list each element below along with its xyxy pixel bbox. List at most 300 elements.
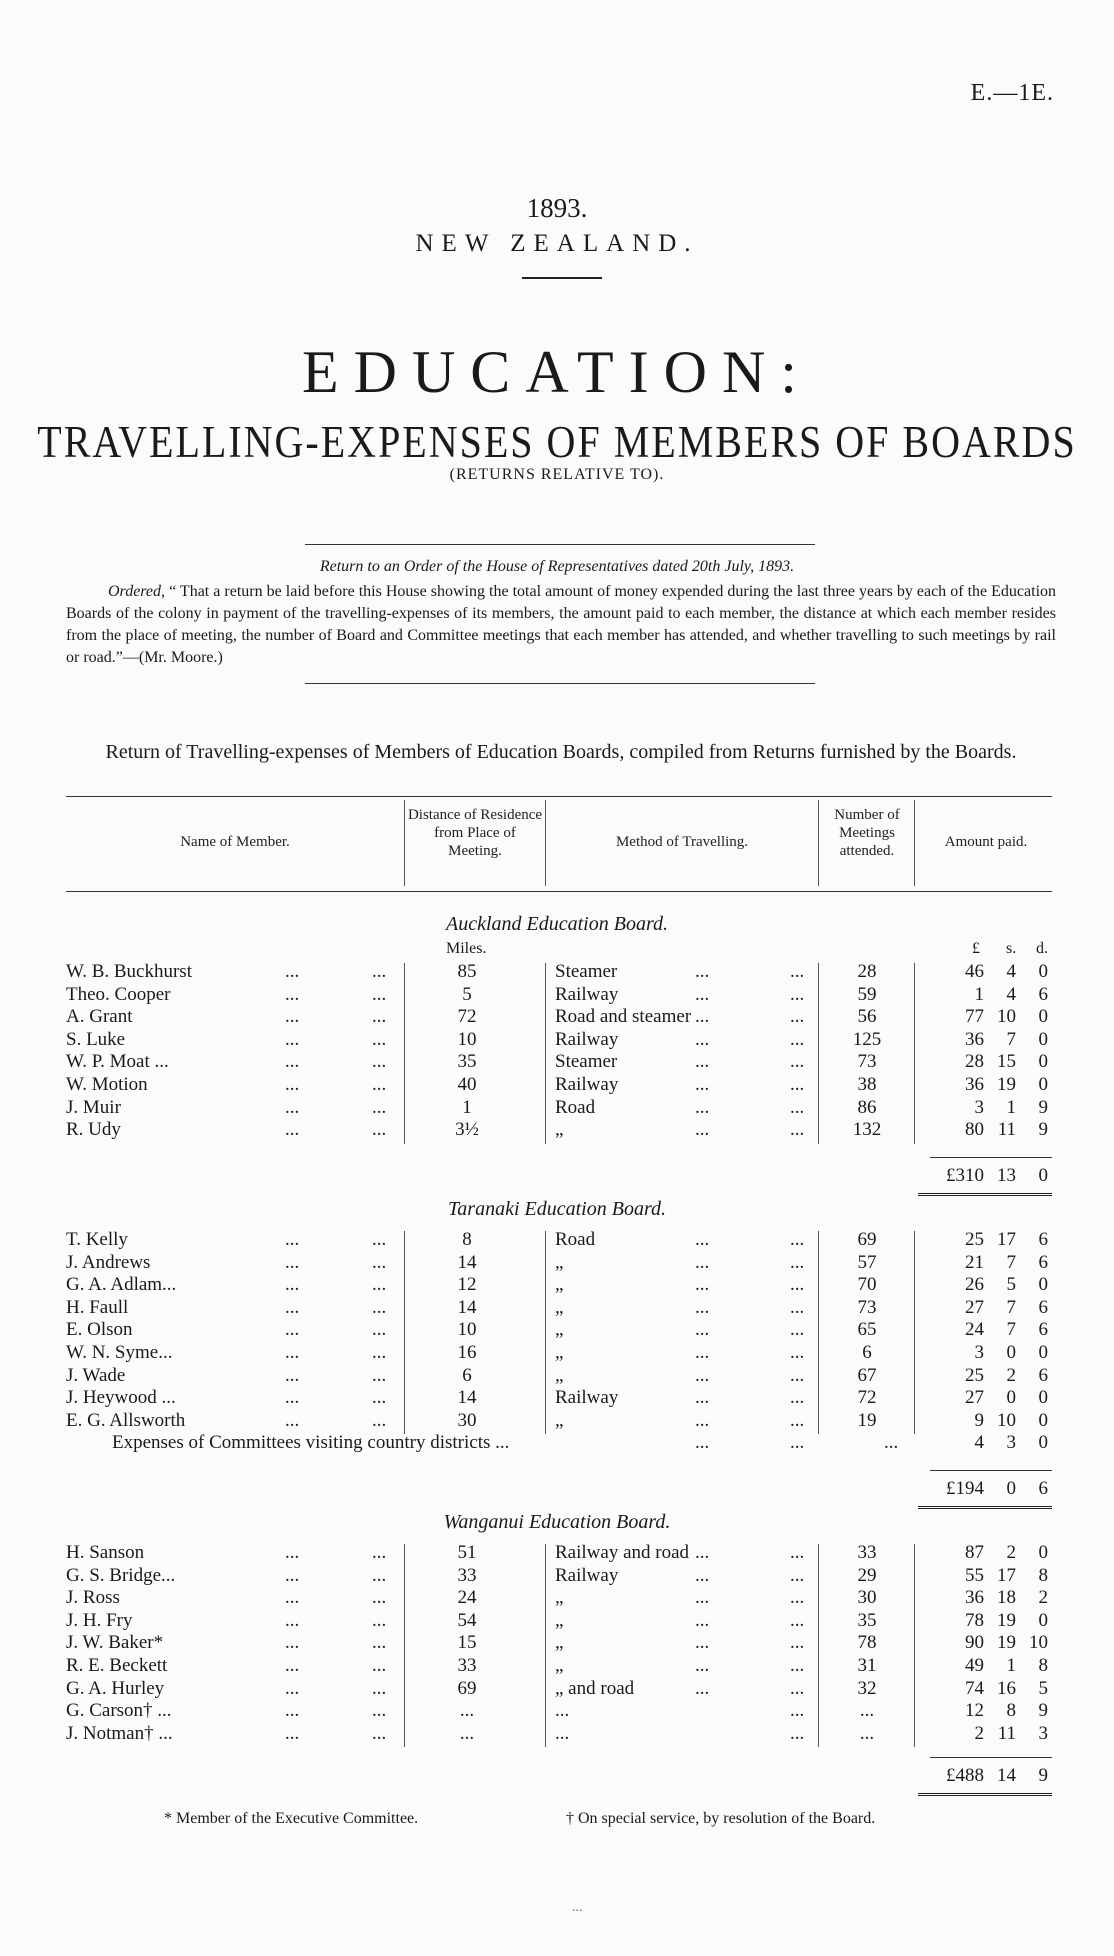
- amount-pence: 5: [1038, 1677, 1048, 1699]
- meetings-cell: 67: [857, 1364, 877, 1386]
- leader-dots: ...: [695, 1564, 710, 1586]
- subtitle-note: (RETURNS RELATIVE TO).: [449, 466, 665, 483]
- amount-shillings: 19: [997, 1632, 1016, 1654]
- method-cell: Road: [555, 1229, 596, 1250]
- member-name: W. N. Syme...: [66, 1342, 173, 1363]
- member-name: H. Sanson: [66, 1542, 145, 1563]
- method-cell: ...: [555, 1722, 570, 1744]
- total-shillings: 0: [1006, 1478, 1016, 1499]
- leader-dots: ...: [285, 1319, 300, 1341]
- method-cell: „: [555, 1655, 564, 1676]
- section-total: [0, 1478, 1114, 1501]
- meetings-cell: 33: [857, 1542, 877, 1563]
- header-amount: Amount paid.: [944, 834, 1028, 850]
- leader-dots: ...: [372, 1609, 387, 1631]
- leader-dots: ...: [790, 1387, 805, 1409]
- leader-dots: ...: [372, 1274, 387, 1296]
- leader-dots: ...: [372, 1342, 387, 1363]
- distance-cell: 14: [457, 1387, 477, 1409]
- method-cell: Road and steamer: [555, 1006, 692, 1028]
- table-row: [0, 1029, 1114, 1052]
- leader-dots: ...: [790, 1096, 805, 1118]
- amount-shillings: 11: [997, 1722, 1016, 1744]
- leader-dots: ...: [695, 1655, 710, 1676]
- amount-pounds: 27: [965, 1387, 984, 1409]
- leader-dots: ...: [285, 1677, 300, 1699]
- amount-shillings: 7: [1006, 1296, 1016, 1318]
- member-name: R. E. Beckett: [66, 1655, 168, 1676]
- amount-pence: 9: [1038, 1096, 1048, 1118]
- amount-pence: 0: [1038, 961, 1048, 982]
- leader-dots: ...: [695, 1319, 710, 1341]
- leader-dots: ...: [790, 1119, 805, 1141]
- member-name: J. W. Baker*: [66, 1632, 164, 1654]
- leader-dots: ...: [285, 983, 300, 1005]
- order-body: “ That a return be laid before this House showing the total amount of money expended during the last three years by each of the Education Boards of the colony in payment of the travelling-expenses of its members, the amount paid to each member, the distance at which each member resides from the place of meeting, the number of Board and Committee meetings that each member has attended, and whether travelling to such meetings by rail or road.”—(Mr. Moore.): [66, 583, 1057, 666]
- member-name: H. Faull: [66, 1296, 129, 1318]
- member-name: W. P. Moat ...: [66, 1051, 169, 1073]
- amount-pounds: 36: [965, 1587, 984, 1609]
- leader-dots: ...: [695, 1587, 710, 1609]
- meetings-cell: ...: [859, 1700, 875, 1722]
- leader-dots: ...: [285, 1387, 300, 1409]
- member-name: J. Notman† ...: [66, 1722, 173, 1744]
- section-total: [0, 1765, 1114, 1788]
- section-title: Wanganui Education Board.: [443, 1511, 671, 1533]
- amount-pounds: 3: [974, 1342, 984, 1363]
- amount-pounds: 55: [965, 1564, 984, 1586]
- amount-pounds: 36: [965, 1028, 984, 1050]
- leader-dots: ...: [372, 1587, 387, 1609]
- amount-pence: 6: [1038, 1229, 1048, 1250]
- leader-dots: ...: [285, 961, 300, 982]
- method-cell: „: [555, 1251, 564, 1273]
- amount-pence: 6: [1038, 1319, 1048, 1341]
- amount-shillings: 7: [1006, 1319, 1016, 1341]
- amount-shillings: 10: [997, 1006, 1016, 1028]
- distance-cell: 14: [457, 1296, 477, 1318]
- leader-dots: ...: [790, 1632, 805, 1654]
- table-row: [0, 1565, 1114, 1588]
- table-row: [0, 1297, 1114, 1320]
- distance-cell: 33: [457, 1655, 477, 1676]
- divider: [305, 683, 815, 684]
- unit-pence: d.: [1036, 940, 1048, 957]
- distance-cell: 10: [457, 1319, 477, 1341]
- amount-pence: 3: [1038, 1722, 1048, 1744]
- leader-dots: ...: [790, 1700, 805, 1722]
- meetings-cell: 38: [857, 1074, 877, 1095]
- method-cell: Steamer: [555, 961, 618, 982]
- amount-pounds: 78: [965, 1609, 984, 1631]
- member-name: Theo. Cooper: [66, 983, 171, 1005]
- total-shillings: 13: [997, 1165, 1016, 1186]
- table-row: [0, 1587, 1114, 1610]
- amount-pence: 6: [1038, 1296, 1048, 1318]
- amount-pounds: 26: [965, 1274, 984, 1296]
- page-dots: ...: [572, 1900, 583, 1915]
- leader-dots: ...: [790, 1028, 805, 1050]
- amount-pence: 0: [1038, 1542, 1048, 1563]
- leader-dots: ...: [372, 1409, 387, 1431]
- method-cell: Railway: [555, 1028, 619, 1050]
- amount-pence: 0: [1038, 1006, 1048, 1028]
- method-cell: Railway: [555, 983, 619, 1005]
- amount-shillings: 10: [997, 1409, 1016, 1431]
- amount-pence: 8: [1038, 1564, 1048, 1586]
- header-meetings: Number of Meetings attended.: [834, 807, 900, 859]
- member-name: G. A. Hurley: [66, 1677, 165, 1699]
- meetings-cell: 59: [857, 983, 877, 1005]
- amount-shillings: 5: [1006, 1274, 1016, 1296]
- member-name: J. H. Fry: [66, 1609, 133, 1631]
- method-cell: „: [555, 1587, 564, 1609]
- leader-dots: ...: [372, 1251, 387, 1273]
- meetings-cell: 57: [857, 1251, 877, 1273]
- leader-dots: ...: [790, 1296, 805, 1318]
- amount-shillings: 17: [997, 1564, 1016, 1586]
- leader-dots: ...: [790, 1319, 805, 1341]
- leader-dots: ...: [372, 1677, 387, 1699]
- meetings-cell: 6: [862, 1342, 872, 1363]
- ordered-label: Ordered,: [108, 583, 166, 600]
- member-name: E. G. Allsworth: [66, 1409, 186, 1431]
- leader-dots: ...: [695, 983, 710, 1005]
- return-heading: Return of Travelling-expenses of Members of Education Boards, compiled from Returns furnished by the Boards.: [105, 741, 1017, 763]
- leader-dots: ...: [790, 1587, 805, 1609]
- order-text: [66, 581, 1056, 669]
- amount-shillings: 0: [1006, 1342, 1016, 1363]
- leader-dots: ...: [285, 1251, 300, 1273]
- meetings-cell: 78: [857, 1632, 877, 1654]
- meetings-cell: 132: [852, 1119, 882, 1141]
- leader-dots: ...: [285, 1051, 300, 1073]
- table-row: [0, 961, 1114, 984]
- table-row: [0, 1229, 1114, 1252]
- leader-dots: ...: [372, 1096, 387, 1118]
- column-divider: [545, 800, 546, 886]
- distance-cell: 51: [457, 1542, 477, 1563]
- section-total: [0, 1165, 1114, 1188]
- document-year: 1893.: [526, 193, 588, 223]
- table-row: [0, 1610, 1114, 1633]
- leader-dots: ...: [285, 1074, 300, 1095]
- leader-dots: ...: [790, 1409, 805, 1431]
- member-name: W. B. Buckhurst: [66, 961, 192, 982]
- amount-shillings: 0: [1006, 1387, 1016, 1409]
- leader-dots: ...: [695, 1432, 710, 1454]
- leader-dots: ...: [695, 1409, 710, 1431]
- amount-pounds: 90: [965, 1632, 984, 1654]
- country-heading: NEW ZEALAND.: [415, 230, 699, 257]
- distance-cell: 12: [457, 1274, 477, 1296]
- total-pounds: £488: [946, 1765, 984, 1786]
- leader-dots: ...: [790, 1564, 805, 1586]
- amount-shillings: 8: [1006, 1700, 1016, 1722]
- meetings-cell: 70: [857, 1274, 877, 1296]
- amount-shillings: 4: [1006, 961, 1016, 982]
- total-pounds: £310: [946, 1165, 984, 1186]
- meetings-cell: 35: [857, 1609, 877, 1631]
- amount-pounds: 87: [965, 1542, 984, 1563]
- subtotal-rule: [930, 1157, 1052, 1158]
- meetings-cell: 30: [857, 1587, 877, 1609]
- amount-pounds: 4: [974, 1432, 984, 1454]
- leader-dots: ...: [695, 1609, 710, 1631]
- distance-cell: 8: [462, 1229, 472, 1250]
- leader-dots: ...: [285, 1274, 300, 1296]
- leader-dots: ...: [695, 1006, 710, 1028]
- amount-shillings: 15: [997, 1051, 1016, 1073]
- method-cell: „ and road: [555, 1677, 635, 1699]
- meetings-cell: 73: [857, 1296, 877, 1318]
- leader-dots: ...: [372, 1074, 387, 1095]
- method-cell: Railway and road: [555, 1542, 690, 1563]
- leader-dots: ...: [695, 1274, 710, 1296]
- column-divider: [404, 800, 405, 886]
- leader-dots: ...: [790, 1677, 805, 1699]
- table-row: [0, 1410, 1114, 1433]
- distance-cell: 1: [462, 1096, 472, 1118]
- leader-dots: ...: [285, 1722, 300, 1744]
- method-cell: „: [555, 1319, 564, 1341]
- leader-dots: ...: [790, 1342, 805, 1363]
- leader-dots: ...: [285, 1655, 300, 1676]
- method-cell: „: [555, 1274, 564, 1296]
- leader-dots: ...: [372, 1296, 387, 1318]
- method-cell: „: [555, 1632, 564, 1654]
- distance-cell: 6: [462, 1364, 472, 1386]
- member-name: J. Andrews: [66, 1251, 151, 1273]
- distance-cell: ...: [459, 1722, 475, 1744]
- table-row: [0, 1097, 1114, 1120]
- distance-cell: 16: [457, 1342, 477, 1363]
- divider: [522, 277, 602, 279]
- amount-pounds: 77: [965, 1006, 984, 1028]
- amount-shillings: 1: [1006, 1655, 1016, 1676]
- member-name: J. Ross: [66, 1587, 120, 1609]
- meetings-cell: 69: [857, 1229, 877, 1250]
- method-cell: „: [555, 1296, 564, 1318]
- divider: [305, 544, 815, 545]
- table-row: [0, 1723, 1114, 1746]
- distance-cell: 40: [457, 1074, 477, 1095]
- leader-dots: ...: [372, 1564, 387, 1586]
- amount-pounds: 9: [974, 1409, 984, 1431]
- member-name: G. S. Bridge...: [66, 1564, 176, 1586]
- amount-pence: 9: [1038, 1119, 1048, 1141]
- leader-dots: ...: [790, 1432, 805, 1454]
- meetings-cell: 125: [852, 1028, 882, 1050]
- member-name: J. Heywood ...: [66, 1387, 176, 1409]
- member-name: J. Wade: [66, 1364, 126, 1386]
- leader-dots: ...: [695, 1096, 710, 1118]
- distance-cell: 33: [457, 1564, 477, 1586]
- amount-pence: 0: [1038, 1051, 1048, 1073]
- leader-dots: ...: [790, 1006, 805, 1028]
- amount-pounds: 28: [965, 1051, 984, 1073]
- leader-dots: ...: [695, 1229, 710, 1250]
- meetings-cell: 28: [857, 961, 877, 982]
- table-row: [0, 1274, 1114, 1297]
- amount-shillings: 7: [1006, 1251, 1016, 1273]
- table-row: [0, 1678, 1114, 1701]
- leader-dots: ...: [695, 1342, 710, 1363]
- leader-dots: ...: [790, 1229, 805, 1250]
- amount-pounds: 74: [965, 1677, 984, 1699]
- leader-dots: ...: [285, 1609, 300, 1631]
- amount-pounds: 46: [965, 961, 984, 982]
- distance-cell: ...: [459, 1700, 475, 1722]
- amount-pence: 10: [1029, 1632, 1048, 1654]
- distance-cell: 54: [457, 1609, 477, 1631]
- column-divider: [914, 800, 915, 886]
- table-row: [0, 1700, 1114, 1723]
- table-row: [0, 1655, 1114, 1678]
- distance-cell: 30: [457, 1409, 477, 1431]
- method-cell: „: [555, 1119, 564, 1141]
- section-title: Auckland Education Board.: [446, 913, 668, 935]
- meetings-cell: 19: [857, 1409, 877, 1431]
- distance-cell: 3½: [455, 1119, 479, 1141]
- amount-pence: 0: [1038, 1432, 1048, 1454]
- amount-shillings: 16: [997, 1677, 1016, 1699]
- amount-pounds: 25: [965, 1229, 984, 1250]
- leader-dots: ...: [695, 1542, 710, 1563]
- method-cell: „: [555, 1342, 564, 1363]
- amount-pounds: 27: [965, 1296, 984, 1318]
- leader-dots: ...: [790, 1051, 805, 1073]
- leader-dots: ...: [372, 1700, 387, 1722]
- amount-pence: 8: [1038, 1655, 1048, 1676]
- table-row: [0, 1252, 1114, 1275]
- leader-dots: ...: [884, 1432, 899, 1454]
- leader-dots: ...: [790, 1655, 805, 1676]
- leader-dots: ...: [695, 961, 710, 982]
- column-divider: [818, 800, 819, 886]
- amount-pence: 6: [1038, 1364, 1048, 1386]
- leader-dots: ...: [695, 1677, 710, 1699]
- amount-pence: 0: [1038, 1274, 1048, 1296]
- distance-cell: 15: [457, 1632, 477, 1654]
- amount-pounds: 24: [965, 1319, 984, 1341]
- leader-dots: ...: [372, 1387, 387, 1409]
- method-cell: ...: [555, 1700, 570, 1722]
- leader-dots: ...: [790, 1542, 805, 1563]
- amount-pounds: 25: [965, 1364, 984, 1386]
- total-pounds: £194: [946, 1478, 984, 1499]
- page-subtitle: TRAVELLING-EXPENSES OF MEMBERS OF BOARDS: [37, 415, 1077, 468]
- amount-shillings: 2: [1006, 1364, 1016, 1386]
- amount-pence: 0: [1038, 1409, 1048, 1431]
- leader-dots: ...: [695, 1387, 710, 1409]
- distance-cell: 5: [462, 983, 472, 1005]
- amount-pence: 0: [1038, 1387, 1048, 1409]
- leader-dots: ...: [695, 1364, 710, 1386]
- amount-pounds: 21: [965, 1251, 984, 1273]
- leader-dots: ...: [695, 1251, 710, 1273]
- meetings-cell: 72: [857, 1387, 877, 1409]
- distance-cell: 69: [457, 1677, 477, 1699]
- amount-pounds: 2: [974, 1722, 984, 1744]
- amount-pence: 6: [1038, 983, 1048, 1005]
- method-cell: „: [555, 1609, 564, 1631]
- leader-dots: ...: [285, 1028, 300, 1050]
- member-name: J. Muir: [66, 1096, 121, 1118]
- meetings-cell: 65: [857, 1319, 877, 1341]
- distance-cell: 35: [457, 1051, 477, 1073]
- distance-cell: 10: [457, 1028, 477, 1050]
- meetings-cell: 29: [857, 1564, 877, 1586]
- header-name: Name of Member.: [180, 834, 290, 850]
- leader-dots: ...: [372, 1542, 387, 1563]
- leader-dots: ...: [285, 1632, 300, 1654]
- section-title: Taranaki Education Board.: [448, 1198, 666, 1220]
- table-row: [0, 1006, 1114, 1029]
- member-name: W. Motion: [66, 1074, 148, 1095]
- amount-shillings: 17: [997, 1229, 1016, 1250]
- method-cell: „: [555, 1409, 564, 1431]
- leader-dots: ...: [285, 1364, 300, 1386]
- header-method: Method of Travelling.: [615, 834, 749, 850]
- leader-dots: ...: [285, 1542, 300, 1563]
- leader-dots: ...: [695, 1119, 710, 1141]
- unit-shillings: s.: [1006, 940, 1017, 957]
- subtotal-rule: [930, 1470, 1052, 1471]
- leader-dots: ...: [285, 1342, 300, 1363]
- leader-dots: ...: [285, 1587, 300, 1609]
- document-reference: E.—1E.: [970, 80, 1054, 106]
- leader-dots: ...: [372, 1229, 387, 1250]
- extra-row: [0, 1432, 1114, 1455]
- total-pence: 9: [1038, 1765, 1048, 1786]
- amount-pounds: 36: [965, 1074, 984, 1095]
- amount-shillings: 4: [1006, 983, 1016, 1005]
- page-title: EDUCATION:: [302, 339, 812, 405]
- leader-dots: ...: [790, 1722, 805, 1744]
- leader-dots: ...: [790, 983, 805, 1005]
- table-row: [0, 984, 1114, 1007]
- meetings-cell: 31: [857, 1655, 877, 1676]
- leader-dots: ...: [372, 1632, 387, 1654]
- leader-dots: ...: [695, 1051, 710, 1073]
- total-pence: 0: [1038, 1165, 1048, 1186]
- total-pence: 6: [1038, 1478, 1048, 1499]
- method-cell: Railway: [555, 1074, 619, 1095]
- leader-dots: ...: [372, 1028, 387, 1050]
- distance-cell: 85: [457, 961, 477, 982]
- leader-dots: ...: [790, 1364, 805, 1386]
- meetings-cell: 86: [857, 1096, 877, 1118]
- amount-shillings: 1: [1006, 1096, 1016, 1118]
- leader-dots: ...: [285, 1409, 300, 1431]
- meetings-cell: 73: [857, 1051, 877, 1073]
- leader-dots: ...: [695, 1632, 710, 1654]
- method-cell: Railway: [555, 1564, 619, 1586]
- amount-pence: 9: [1038, 1700, 1048, 1722]
- amount-shillings: 19: [997, 1609, 1016, 1631]
- amount-shillings: 18: [997, 1587, 1016, 1609]
- subtotal-rule: [930, 1757, 1052, 1758]
- leader-dots: ...: [790, 1609, 805, 1631]
- amount-shillings: 19: [997, 1074, 1016, 1095]
- leader-dots: ...: [372, 961, 387, 982]
- distance-cell: 72: [457, 1006, 477, 1028]
- meetings-cell: 56: [857, 1006, 877, 1028]
- amount-pence: 0: [1038, 1074, 1048, 1095]
- amount-pence: 6: [1038, 1251, 1048, 1273]
- table-header-rule: [66, 891, 1052, 892]
